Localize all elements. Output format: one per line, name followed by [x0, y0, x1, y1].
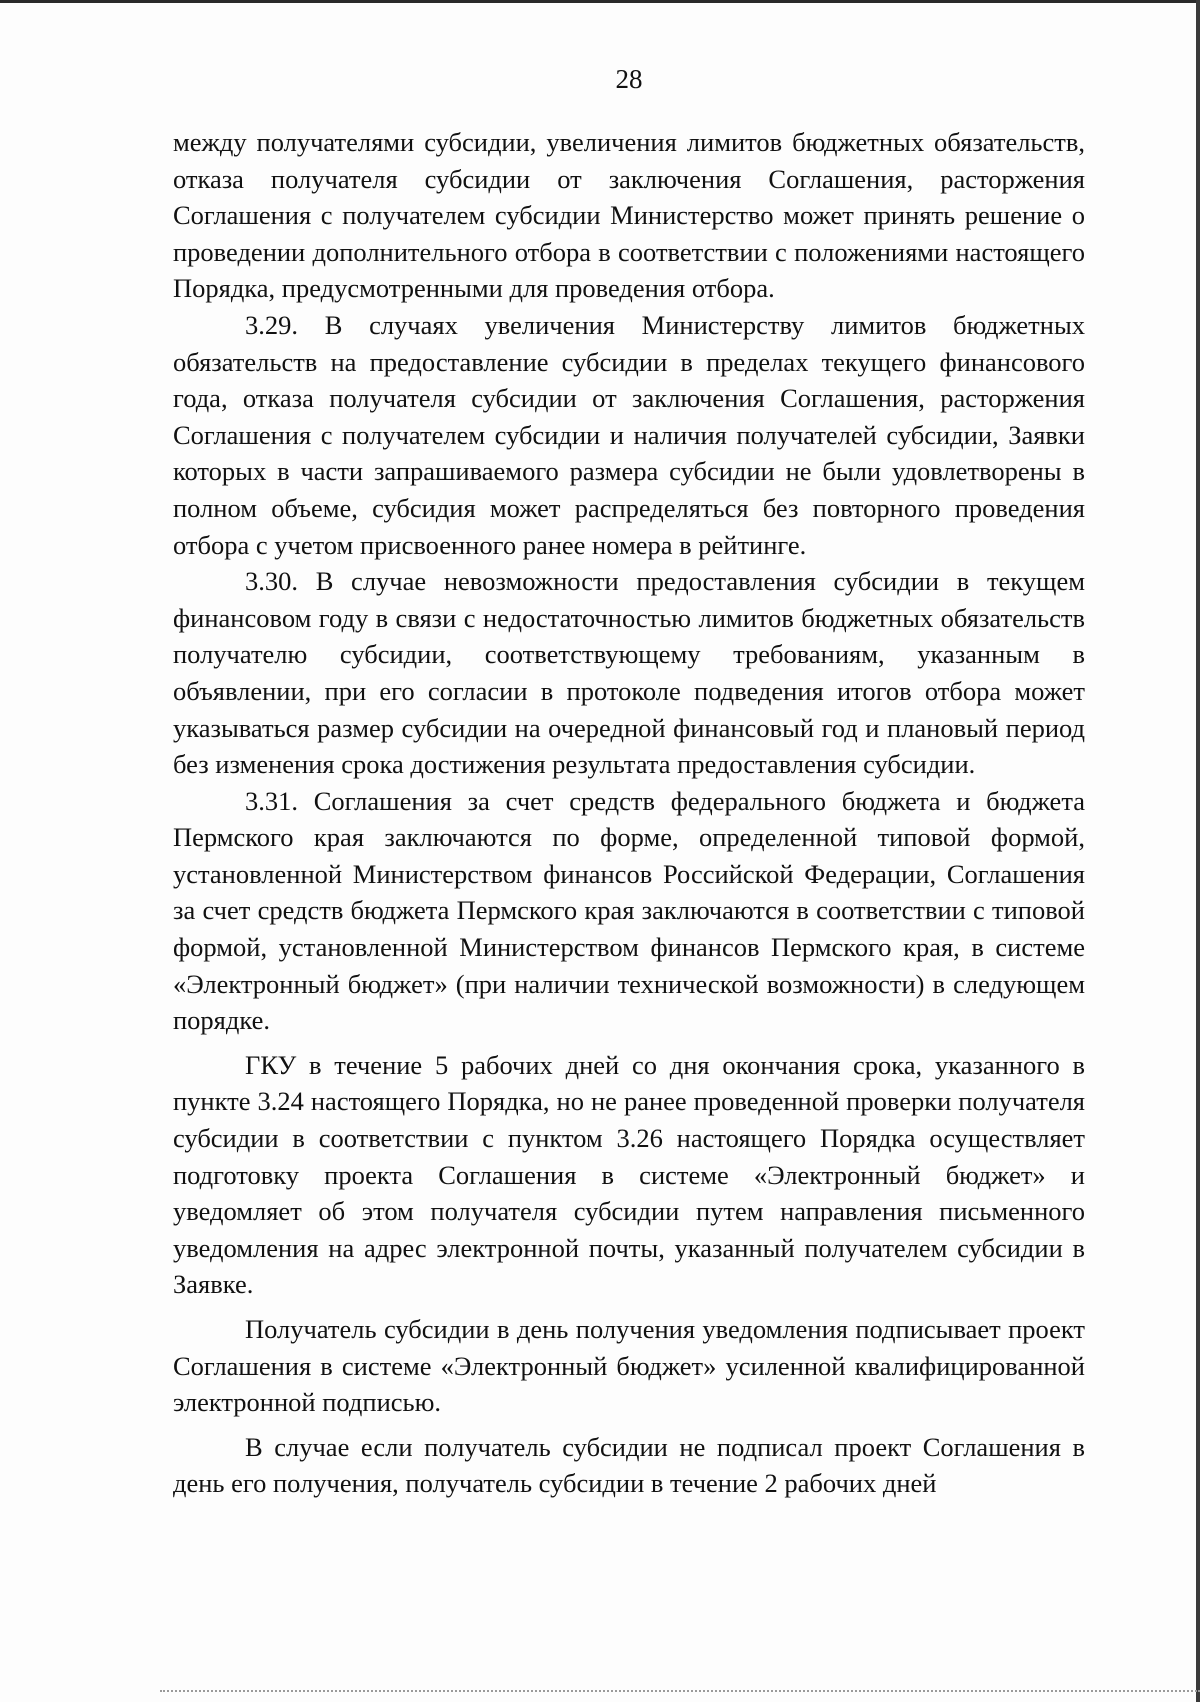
scan-edge-right — [1196, 0, 1200, 1702]
paragraph-gku: ГКУ в течение 5 рабочих дней со дня окончания срока, указанного в пункте 3.24 настоящего Порядка, но не ранее проведенной проверки получателя субсидии в соответствии с пунктом 3.26 настоящего Порядка осуществляет подготовку проекта Соглашения в системе «Электронный бюджет» и уведомляет об этом получателя субсидии путем направления письменного уведомления на адрес электронной почты, указанный получателем субсидии в Заявке. — [173, 1049, 1085, 1300]
document-body — [173, 124, 1085, 1502]
scan-edge-bottom — [160, 1690, 1200, 1692]
scan-edge-top — [0, 0, 1200, 3]
paragraph-continuation: между получателями субсидии, увеличения лимитов бюджетных обязательств, отказа получателя субсидии от заключения Соглашения, расторжения Соглашения с получателем субсидии Министерство может принять решение о проведении дополнительного отбора в соответствии с положениями настоящего Порядка, предусмотренными для проведения отбора. — [173, 127, 1085, 304]
page-number: 28 — [615, 64, 643, 94]
paragraph-3-31: 3.31. Соглашения за счет средств федерального бюджета и бюджета Пермского края заключаются по форме, определенной типовой формой, установленной Министерством финансов Российской Федерации, Соглашения за счет средств бюджета Пермского края заключаются в соответствии с типовой формой, установленной Министерством финансов Пермского края, в системе «Электронный бюджет» (при наличии технической возможности) в следующем порядке. — [173, 785, 1085, 1036]
paragraph-not-signed: В случае если получатель субсидии не подписал проект Соглашения в день его получения, получатель субсидии в течение 2 рабочих дней — [173, 1431, 1085, 1499]
paragraph-3-29: 3.29. В случаях увеличения Министерству лимитов бюджетных обязательств на предоставление субсидии в пределах текущего финансового года, отказа получателя субсидии от заключения Соглашения, расторжения Соглашения с получателем субсидии и наличия получателей субсидии, Заявки которых в части запрашиваемого размера субсидии не были удовлетворены в полном объеме, субсидия может распределяться без повторного проведения отбора с учетом присвоенного ранее номера в рейтинге. — [173, 309, 1085, 560]
paragraph-3-30: 3.30. В случае невозможности предоставления субсидии в текущем финансовом году в связи с недостаточностью лимитов бюджетных обязательств получателю субсидии, соответствующему требованиям, указанным в объявлении, при его согласии в протоколе подведения итогов отбора может указываться размер субсидии на очередной финансовый год и плановый период без изменения срока достижения результата предоставления субсидии. — [173, 566, 1085, 780]
paragraph-recipient-signs: Получатель субсидии в день получения уведомления подписывает проект Соглашения в системе «Электронный бюджет» усиленной квалифицированной электронной подписью. — [173, 1314, 1085, 1418]
